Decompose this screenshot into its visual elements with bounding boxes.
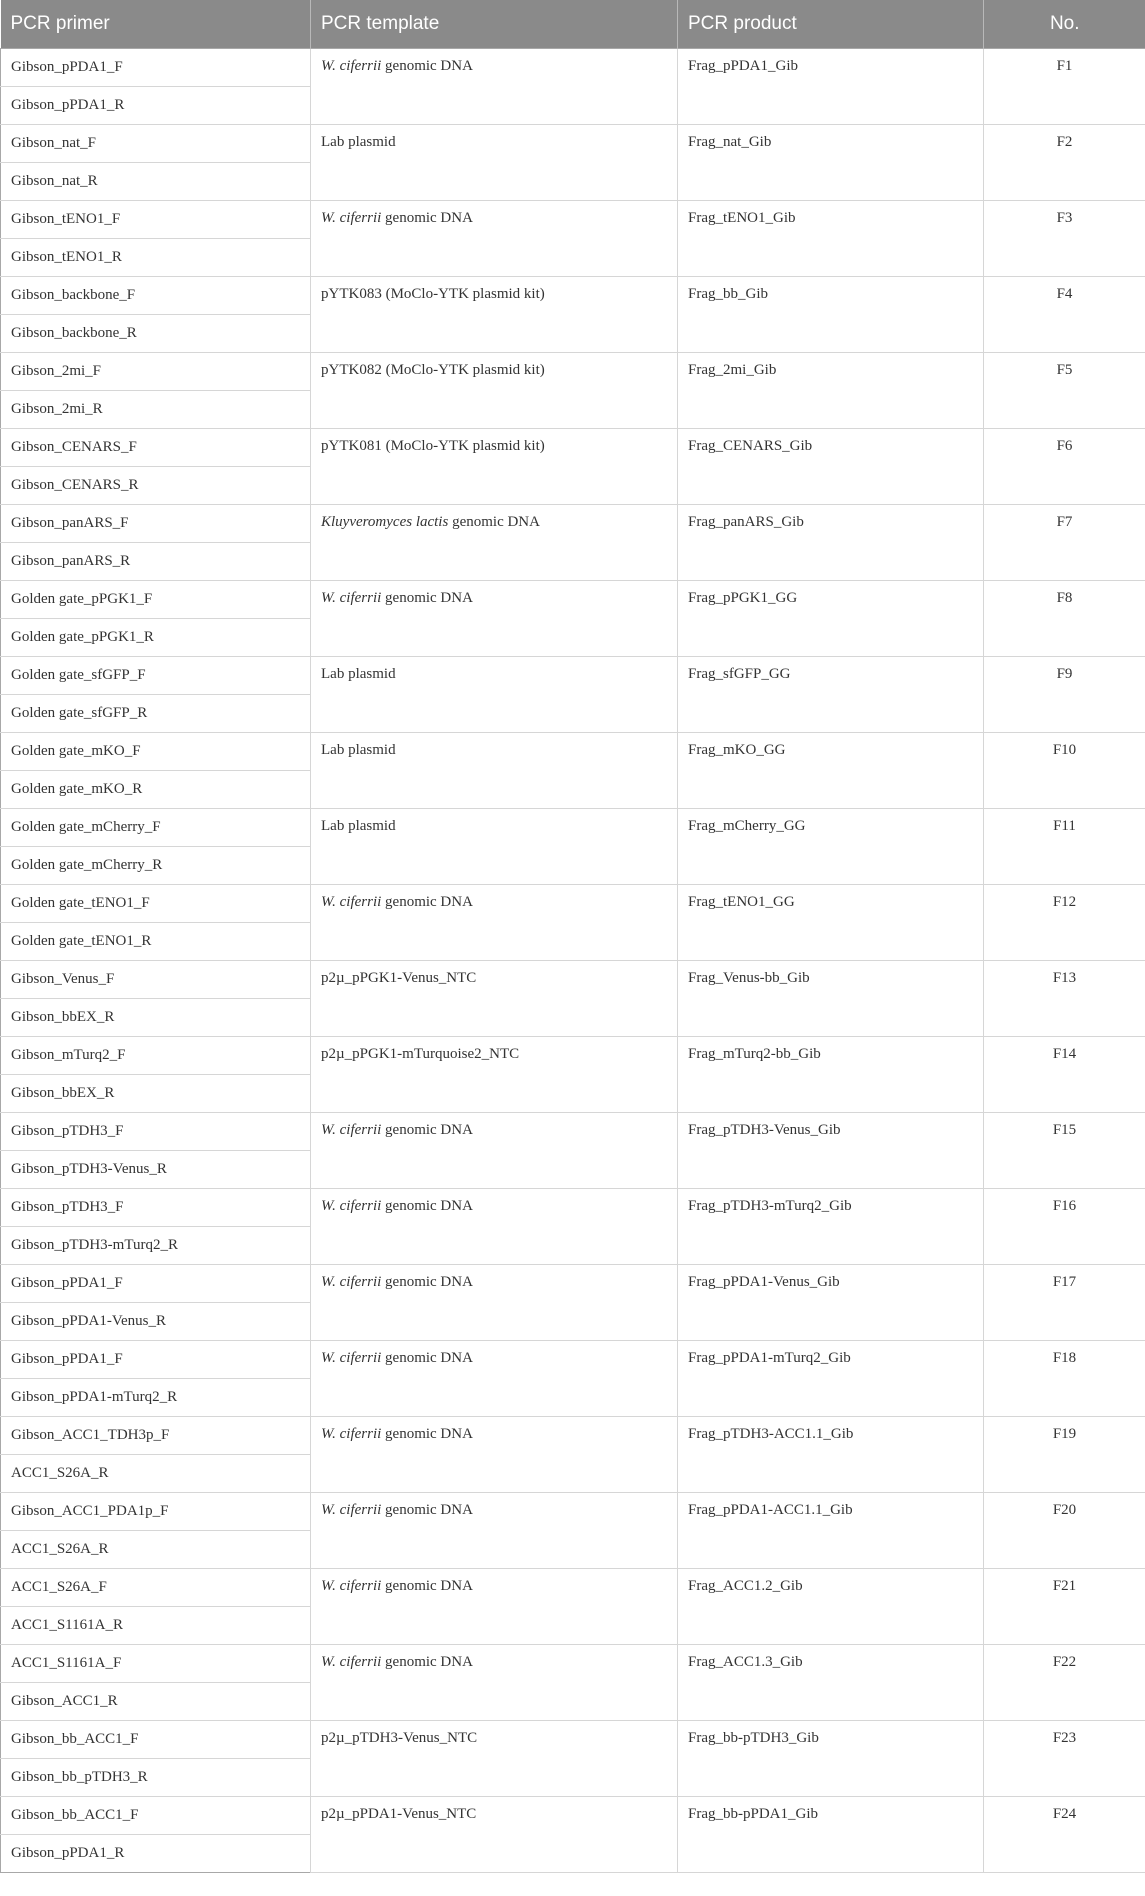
table-body: [1, 48, 1145, 1872]
template-text: p2µ_pPDA1-Venus_NTC: [321, 1805, 477, 1822]
fragment-number: F23: [984, 1720, 1145, 1796]
primer-reverse: Gibson_pPDA1-Venus_R: [1, 1302, 311, 1340]
pcr-product: Frag_pTDH3-mTurq2_Gib: [678, 1188, 984, 1264]
pcr-template: [311, 352, 678, 428]
table-row: [1, 1112, 1145, 1150]
template-organism: W. ciferrii: [321, 1121, 382, 1138]
primer-reverse: Golden gate_mKO_R: [1, 770, 311, 808]
pcr-product: Frag_panARS_Gib: [678, 504, 984, 580]
template-organism: W. ciferrii: [321, 1425, 382, 1442]
template-organism: W. ciferrii: [321, 1273, 382, 1290]
pcr-template: [311, 124, 678, 200]
fragment-number: F17: [984, 1264, 1145, 1340]
pcr-product: Frag_sfGFP_GG: [678, 656, 984, 732]
primer-reverse: Gibson_CENARS_R: [1, 466, 311, 504]
pcr-template: [311, 732, 678, 808]
table-row: [1, 1644, 1145, 1682]
fragment-number: F15: [984, 1112, 1145, 1188]
pcr-template: [311, 428, 678, 504]
table-row: [1, 1188, 1145, 1226]
template-text: pYTK081 (MoClo-YTK plasmid kit): [321, 437, 545, 454]
fragment-number: F20: [984, 1492, 1145, 1568]
table-header: [1, 0, 1145, 48]
primer-forward: Gibson_ACC1_PDA1p_F: [1, 1492, 311, 1530]
header-pcr-product: PCR product: [678, 0, 984, 48]
table-row: [1, 504, 1145, 542]
pcr-template: [311, 1644, 678, 1720]
pcr-template: [311, 1112, 678, 1188]
pcr-product: Frag_bb-pPDA1_Gib: [678, 1796, 984, 1872]
pcr-template: [311, 1796, 678, 1872]
pcr-template: [311, 1568, 678, 1644]
pcr-template: [311, 504, 678, 580]
template-text: genomic DNA: [381, 1121, 473, 1138]
primer-reverse: ACC1_S26A_R: [1, 1530, 311, 1568]
template-organism: W. ciferrii: [321, 1501, 382, 1518]
template-organism: Kluyveromyces lactis: [321, 513, 449, 530]
template-organism: W. ciferrii: [321, 1349, 382, 1366]
table-row: [1, 276, 1145, 314]
primer-reverse: Gibson_bbEX_R: [1, 1074, 311, 1112]
primer-forward: Gibson_pTDH3_F: [1, 1112, 311, 1150]
pcr-product: Frag_mTurq2-bb_Gib: [678, 1036, 984, 1112]
pcr-product: Frag_pPGK1_GG: [678, 580, 984, 656]
template-text: Lab plasmid: [321, 665, 396, 682]
primer-reverse: Gibson_nat_R: [1, 162, 311, 200]
pcr-product: Frag_ACC1.3_Gib: [678, 1644, 984, 1720]
pcr-product: Frag_pPDA1_Gib: [678, 48, 984, 124]
header-pcr-template: PCR template: [311, 0, 678, 48]
table-row: [1, 200, 1145, 238]
template-text: genomic DNA: [381, 57, 473, 74]
primer-forward: Gibson_pTDH3_F: [1, 1188, 311, 1226]
pcr-product: Frag_pPDA1-mTurq2_Gib: [678, 1340, 984, 1416]
table-row: [1, 1796, 1145, 1834]
primer-forward: Gibson_nat_F: [1, 124, 311, 162]
pcr-template: [311, 580, 678, 656]
pcr-product: Frag_Venus-bb_Gib: [678, 960, 984, 1036]
primer-forward: Gibson_pPDA1_F: [1, 1264, 311, 1302]
fragment-number: F12: [984, 884, 1145, 960]
table-row: [1, 656, 1145, 694]
primer-forward: ACC1_S26A_F: [1, 1568, 311, 1606]
pcr-template: [311, 1416, 678, 1492]
primer-reverse: Golden gate_pPGK1_R: [1, 618, 311, 656]
template-organism: W. ciferrii: [321, 57, 382, 74]
template-text: p2µ_pTDH3-Venus_NTC: [321, 1729, 478, 1746]
pcr-product: Frag_pTDH3-Venus_Gib: [678, 1112, 984, 1188]
fragment-number: F18: [984, 1340, 1145, 1416]
primer-reverse: ACC1_S26A_R: [1, 1454, 311, 1492]
table-row: [1, 124, 1145, 162]
fragment-number: F10: [984, 732, 1145, 808]
pcr-template: [311, 1340, 678, 1416]
table-row: [1, 580, 1145, 618]
template-text: pYTK083 (MoClo-YTK plasmid kit): [321, 285, 545, 302]
fragment-number: F8: [984, 580, 1145, 656]
table-row: [1, 428, 1145, 466]
table-row: [1, 1036, 1145, 1074]
pcr-template: [311, 1188, 678, 1264]
pcr-product: Frag_tENO1_GG: [678, 884, 984, 960]
fragment-number: F5: [984, 352, 1145, 428]
pcr-template: [311, 1036, 678, 1112]
primer-forward: Gibson_Venus_F: [1, 960, 311, 998]
primer-forward: Golden gate_tENO1_F: [1, 884, 311, 922]
primer-forward: Gibson_bb_ACC1_F: [1, 1796, 311, 1834]
fragment-number: F19: [984, 1416, 1145, 1492]
primer-forward: Gibson_pPDA1_F: [1, 48, 311, 86]
table-row: [1, 48, 1145, 86]
template-text: genomic DNA: [381, 1501, 473, 1518]
fragment-number: F24: [984, 1796, 1145, 1872]
pcr-template: [311, 960, 678, 1036]
pcr-product: Frag_pTDH3-ACC1.1_Gib: [678, 1416, 984, 1492]
pcr-product: Frag_pPDA1-Venus_Gib: [678, 1264, 984, 1340]
header-row: [1, 0, 1145, 48]
template-text: genomic DNA: [381, 1653, 473, 1670]
table-row: [1, 732, 1145, 770]
template-text: genomic DNA: [381, 1197, 473, 1214]
primer-forward: Gibson_backbone_F: [1, 276, 311, 314]
fragment-number: F2: [984, 124, 1145, 200]
primer-forward: Golden gate_mKO_F: [1, 732, 311, 770]
table-row: [1, 352, 1145, 390]
fragment-number: F21: [984, 1568, 1145, 1644]
pcr-product: Frag_pPDA1-ACC1.1_Gib: [678, 1492, 984, 1568]
primer-forward: Gibson_2mi_F: [1, 352, 311, 390]
primer-reverse: Gibson_panARS_R: [1, 542, 311, 580]
pcr-product: Frag_bb-pTDH3_Gib: [678, 1720, 984, 1796]
table-row: [1, 960, 1145, 998]
pcr-product: Frag_ACC1.2_Gib: [678, 1568, 984, 1644]
primer-forward: Gibson_pPDA1_F: [1, 1340, 311, 1378]
primer-reverse: Gibson_bb_pTDH3_R: [1, 1758, 311, 1796]
template-organism: W. ciferrii: [321, 1197, 382, 1214]
template-text: p2µ_pPGK1-mTurquoise2_NTC: [321, 1045, 520, 1062]
primer-forward: Golden gate_mCherry_F: [1, 808, 311, 846]
template-organism: W. ciferrii: [321, 1577, 382, 1594]
table-row: [1, 1720, 1145, 1758]
primer-reverse: Gibson_backbone_R: [1, 314, 311, 352]
fragment-number: F22: [984, 1644, 1145, 1720]
primer-reverse: ACC1_S1161A_R: [1, 1606, 311, 1644]
fragment-number: F3: [984, 200, 1145, 276]
template-organism: W. ciferrii: [321, 209, 382, 226]
template-text: genomic DNA: [381, 1349, 473, 1366]
pcr-template: [311, 808, 678, 884]
template-text: genomic DNA: [381, 893, 473, 910]
primer-reverse: Gibson_pPDA1_R: [1, 1834, 311, 1872]
fragment-number: F16: [984, 1188, 1145, 1264]
table-row: [1, 808, 1145, 846]
template-text: genomic DNA: [381, 589, 473, 606]
fragment-number: F9: [984, 656, 1145, 732]
table-row: [1, 1264, 1145, 1302]
template-organism: W. ciferrii: [321, 589, 382, 606]
header-no: No.: [984, 0, 1145, 48]
fragment-number: F6: [984, 428, 1145, 504]
template-text: genomic DNA: [381, 1273, 473, 1290]
primer-forward: Gibson_ACC1_TDH3p_F: [1, 1416, 311, 1454]
template-text: Lab plasmid: [321, 741, 396, 758]
primer-reverse: Gibson_ACC1_R: [1, 1682, 311, 1720]
primer-forward: Gibson_CENARS_F: [1, 428, 311, 466]
primer-reverse: Gibson_bbEX_R: [1, 998, 311, 1036]
table-row: [1, 1492, 1145, 1530]
pcr-template: [311, 200, 678, 276]
template-text: genomic DNA: [448, 513, 540, 530]
primer-reverse: Gibson_pPDA1-mTurq2_R: [1, 1378, 311, 1416]
primer-forward: Golden gate_pPGK1_F: [1, 580, 311, 618]
pcr-product: Frag_bb_Gib: [678, 276, 984, 352]
primer-reverse: Gibson_tENO1_R: [1, 238, 311, 276]
primer-reverse: Golden gate_mCherry_R: [1, 846, 311, 884]
primer-forward: ACC1_S1161A_F: [1, 1644, 311, 1682]
template-text: pYTK082 (MoClo-YTK plasmid kit): [321, 361, 545, 378]
pcr-template: [311, 1720, 678, 1796]
template-text: Lab plasmid: [321, 133, 396, 150]
primer-forward: Golden gate_sfGFP_F: [1, 656, 311, 694]
primer-forward: Gibson_bb_ACC1_F: [1, 1720, 311, 1758]
primer-forward: Gibson_panARS_F: [1, 504, 311, 542]
primer-reverse: Gibson_pTDH3-mTurq2_R: [1, 1226, 311, 1264]
template-text: genomic DNA: [381, 1577, 473, 1594]
header-pcr-primer: PCR primer: [1, 0, 311, 48]
fragment-number: F11: [984, 808, 1145, 884]
pcr-template: [311, 1264, 678, 1340]
pcr-product: Frag_mKO_GG: [678, 732, 984, 808]
pcr-product: Frag_nat_Gib: [678, 124, 984, 200]
pcr-template: [311, 276, 678, 352]
pcr-template: [311, 1492, 678, 1568]
template-text: Lab plasmid: [321, 817, 396, 834]
template-text: p2µ_pPGK1-Venus_NTC: [321, 969, 477, 986]
table-row: [1, 1416, 1145, 1454]
fragment-number: F13: [984, 960, 1145, 1036]
primer-reverse: Golden gate_tENO1_R: [1, 922, 311, 960]
primer-reverse: Golden gate_sfGFP_R: [1, 694, 311, 732]
pcr-template: [311, 656, 678, 732]
table-row: [1, 1340, 1145, 1378]
template-organism: W. ciferrii: [321, 893, 382, 910]
pcr-product: Frag_CENARS_Gib: [678, 428, 984, 504]
template-text: genomic DNA: [381, 1425, 473, 1442]
table-row: [1, 1568, 1145, 1606]
fragment-number: F7: [984, 504, 1145, 580]
primer-reverse: Gibson_pPDA1_R: [1, 86, 311, 124]
primer-reverse: Gibson_pTDH3-Venus_R: [1, 1150, 311, 1188]
template-organism: W. ciferrii: [321, 1653, 382, 1670]
table-row: [1, 884, 1145, 922]
pcr-template: [311, 884, 678, 960]
pcr-product: Frag_2mi_Gib: [678, 352, 984, 428]
primer-forward: Gibson_mTurq2_F: [1, 1036, 311, 1074]
pcr-product: Frag_tENO1_Gib: [678, 200, 984, 276]
pcr-template: [311, 48, 678, 124]
template-text: genomic DNA: [381, 209, 473, 226]
fragment-number: F4: [984, 276, 1145, 352]
fragment-number: F14: [984, 1036, 1145, 1112]
pcr-product: Frag_mCherry_GG: [678, 808, 984, 884]
primer-reverse: Gibson_2mi_R: [1, 390, 311, 428]
fragment-number: F1: [984, 48, 1145, 124]
primer-forward: Gibson_tENO1_F: [1, 200, 311, 238]
